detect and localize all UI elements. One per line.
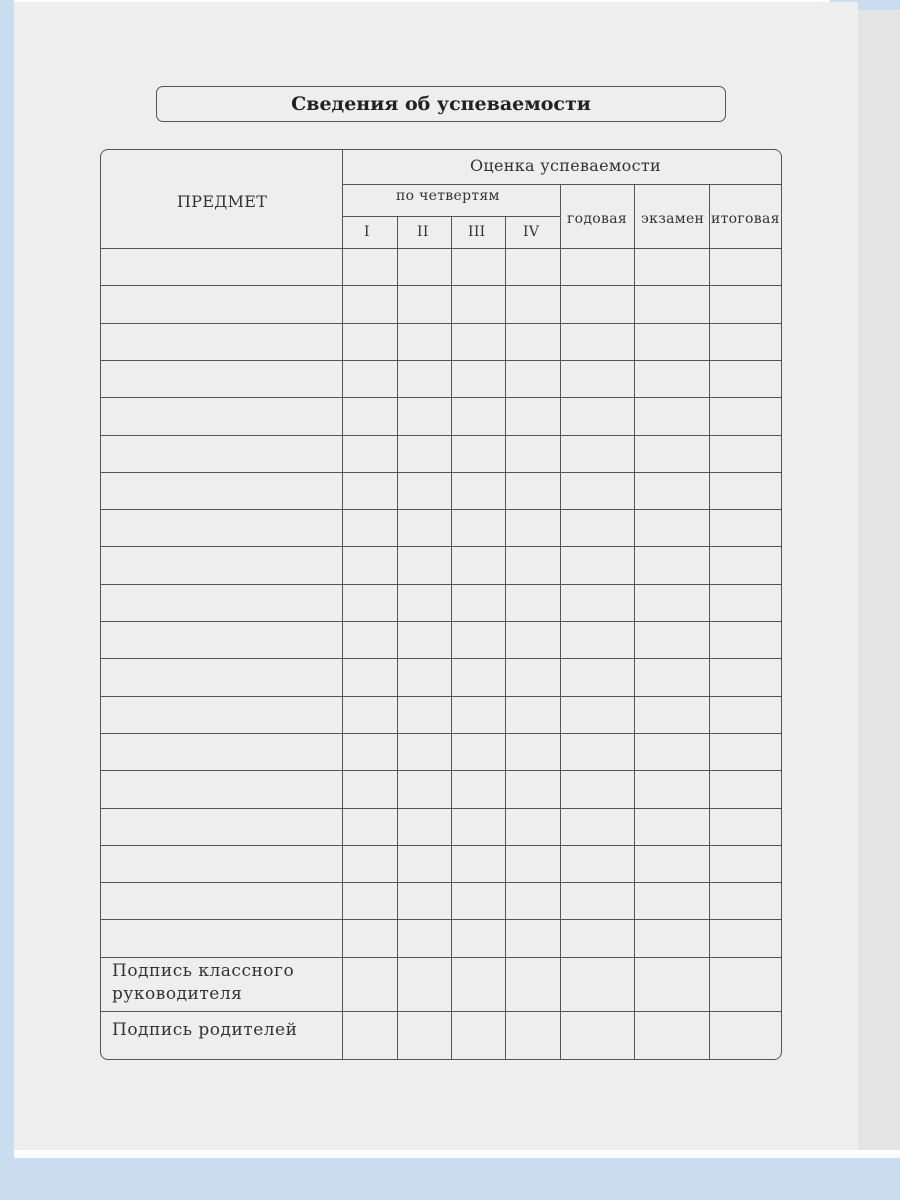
header-bottom-line — [100, 248, 782, 249]
annual-header: годовая — [567, 211, 627, 227]
cover-edge-left — [0, 0, 14, 1200]
table-row-line — [100, 658, 782, 659]
parents-signature-label: Подпись родителей — [112, 1020, 298, 1040]
final-header: итоговая — [711, 211, 780, 227]
table-row-line — [100, 845, 782, 846]
final-column-divider — [709, 184, 710, 1060]
quarter-2-header: II — [417, 224, 429, 240]
exam-column-divider — [634, 184, 635, 1060]
page-title-text: Сведения об успеваемости — [291, 93, 591, 115]
cover-edge-bottom — [0, 1158, 900, 1200]
quarter-4-header: IV — [523, 224, 540, 240]
signature-row-line — [100, 1011, 782, 1012]
quarter-column-divider — [451, 216, 452, 1060]
table-row-line — [100, 285, 782, 286]
table-row-line — [100, 621, 782, 622]
teacher-signature-label: Подпись классного руководителя — [112, 961, 295, 1004]
quarter-1-header: I — [364, 224, 370, 240]
quarter-column-divider — [505, 216, 506, 1060]
table-row-line — [100, 360, 782, 361]
exam-header: экзамен — [641, 211, 705, 227]
table-row-line — [100, 323, 782, 324]
table-row-line — [100, 584, 782, 585]
table-row-line — [100, 770, 782, 771]
table-row-line — [100, 957, 782, 958]
table-row-line — [100, 472, 782, 473]
page-title — [156, 86, 726, 122]
grades-header: Оценка успеваемости — [470, 156, 661, 175]
table-row-line — [100, 919, 782, 920]
table-row-line — [100, 808, 782, 809]
table-row-line — [100, 397, 782, 398]
table-row-line — [100, 435, 782, 436]
annual-column-divider — [560, 184, 561, 1060]
facing-page-edge — [858, 10, 900, 1150]
subject-header: ПРЕДМЕТ — [177, 192, 268, 211]
table-row-line — [100, 733, 782, 734]
table-row-line — [100, 696, 782, 697]
grades-header-divider — [342, 184, 782, 185]
quarter-column-divider — [397, 216, 398, 1060]
quarters-header: по четвертям — [396, 188, 500, 204]
table-row-line — [100, 509, 782, 510]
table-row-line — [100, 546, 782, 547]
table-row-line — [100, 882, 782, 883]
quarter-3-header: III — [468, 224, 486, 240]
